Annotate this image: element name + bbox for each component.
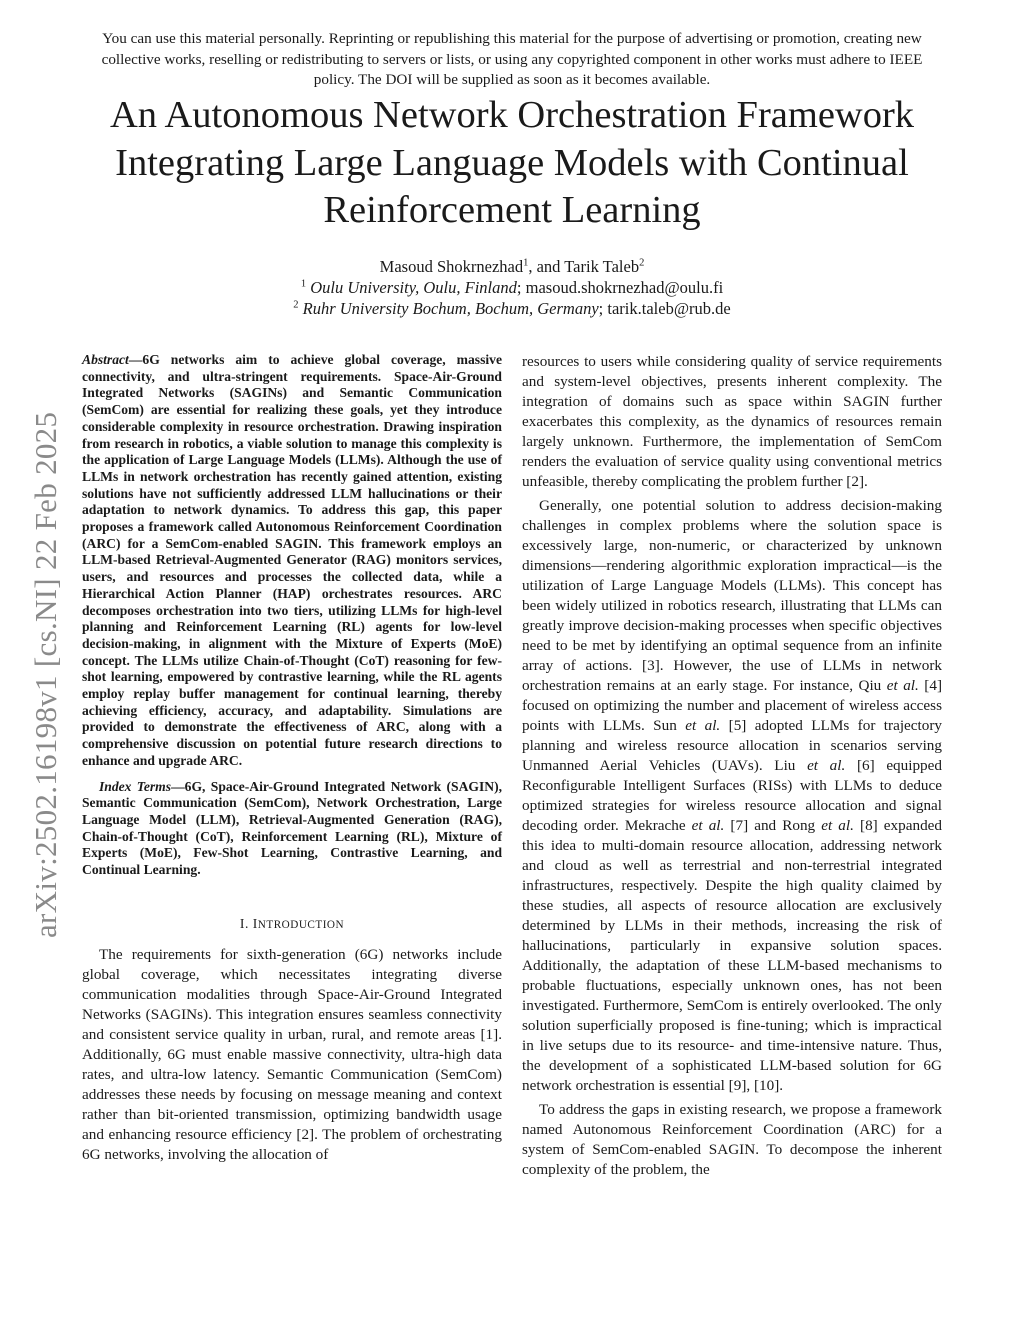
intro-paragraph-1: The requirements for sixth-generation (6G) networks include global coverage, which necessitates integrating diverse communication modalities through Space-Air-Ground Integrated Networks (SAGINs). This integration ensures seamless connectivity and consistent service quality in urban, rural, and remote areas [1]. Additionally, 6G must enable massive connectivity, ultra-high data rates, and ultra-low latency. Semantic Communication (SemCom) addresses these needs by focusing on message meaning and context rather than bit-oriented transmission, optimizing bandwidth usage and enhancing resource efficiency [2]. The problem of orchestrating 6G networks, involving the allocation of [82,945,502,1163]
abstract-label: Abstract [82,352,129,367]
affiliation-1-email[interactable]: masoud.shokrnezhad@oulu.fi [525,278,724,297]
citation-et-al: et al. [821,817,854,834]
intro-paragraph-3: To address the gaps in existing research, we propose a framework named Autonomous Reinforcement Coordination (ARC) for a system of SemCom-enabled SAGIN. To decompose the inherent complexity of the problem, the [522,1101,942,1178]
author-2-name: Tarik Taleb [564,257,640,276]
citation-et-al: et al. [807,757,846,774]
author-line [0,256,1024,277]
arxiv-identifier: arXiv:2502.16198v1 [cs.NI] 22 Feb 2025 [28,411,63,938]
author-joiner: , and [528,257,565,276]
paragraph-text: [4] focused on optimizing the number and placement of wireless access points with LLMs. Sun [522,677,942,734]
index-terms [82,779,502,879]
abstract [82,352,502,770]
citation-et-al: et al. [691,817,725,834]
affiliation-2-num: 2 [293,299,299,311]
section-numeral: I. [239,915,253,931]
copyright-notice: You can use this material personally. Reprinting or republishing this material for the purpose of advertising or promotion, creating new collective works, reselling or redistributing to servers or lists, or using any copyrighted component in other works must adhere to IEEE policy. The DOI will be supplied as soon as it becomes available. [101,30,923,88]
affiliation-1-place: Oulu University, Oulu, Finland [310,278,517,297]
intro-paragraph-1-continued: resources to users while considering quality of service requirements and system-level objectives, presents inherent complexity. The integration of domains such as space within SAGIN further exacerbates this complexity, as the dynamics of resources remain largely unknown. Furthermore, the implementation of SemCom renders the evaluation of service quality using conventional metrics unfeasible, thereby complicating the problem further [2]. [522,353,942,490]
affiliation-2-place: Ruhr University Bochum, Bochum, Germany [302,299,599,318]
paragraph-text: [6] equipped Reconfigurable Intelligent Surfaces (RISs) with LLMs to deduce optimized strategies for wireless resource allocation and signal decoding order. Mekrache [522,757,942,834]
affiliation-1-num: 1 [300,278,307,290]
intro-paragraph-2 [522,496,942,1096]
author-1-name: Masoud Shokrnezhad [379,257,524,276]
paper-title: An Autonomous Network Orchestration Framework Integrating Large Language Models with Continual Reinforcement Learning [109,94,915,231]
paragraph-text: [7] and Rong [724,817,822,834]
paragraph-text: [5] adopted LLMs for trajectory planning and wireless resource allocation in scenarios serving Unmanned Aerial Vehicles (UAVs). Liu [522,717,942,774]
index-terms-label: Index Terms [99,778,172,794]
section-title-rest: NTRODUCTION [257,918,345,931]
author-1-sup: 1 [523,257,529,269]
section-title-initial: I [252,915,258,931]
citation-et-al: et al. [685,717,721,734]
paragraph-text: [8] expanded this idea to multi-domain resource allocation, addressing network and cloud as well as terrestrial and non-terrestrial integrated infrastructures, respectively. Despite the high quality claimed by these studies, all aspects of resource allocation are exclusively determined by LLMs in their methods, increasing the risk of hallucinations, particularly in expansive solution spaces. Additionally, the adaptation of these LLM-based mechanisms to probable fluctuations, especially unknown ones, has not been investigated. Furthermore, SemCom is entirely overlooked. The only solution superficially proposed is fine-tuning; which is impractical in live setups due to its resource- and time-intensive nature. Thus, the development of a sophisticated LLM-based solution for 6G network orchestration is essential [9], [10]. [522,817,943,1094]
affiliation-2: $^2$ Ruhr University Bochum, Bochum, Germany; tarik.taleb@rub.de [293,299,731,318]
affiliation-2-email[interactable]: tarik.taleb@rub.de [607,299,731,318]
left-column [82,352,502,1165]
index-terms-text: —6G, Space-Air-Ground Integrated Network (SAGIN), Semantic Communication (SemCom), Network Orchestration, Large Language Model (LLM), Retrieval-Augmented Generation (RAG), Chain-of-Thought (CoT), Reinforcement Learning (RL), Mixture of Experts (MoE), Few-Shot Learning, Contrastive Learning, and Continual Learning. [82,778,502,878]
affiliation-1: $^1$ Oulu University, Oulu, Finland; masoud.shokrnezhad@oulu.fi [300,278,724,297]
author-2-sup: 2 [639,257,645,269]
citation-et-al: et al. [886,677,919,694]
paragraph-text: Generally, one potential solution to address decision-making challenges in complex problems where the solution space is excessively large, non-numeric, or characterized by unknown dimensions—rendering algorithmic exploration impractical—is the utilization of Large Language Models (LLMs). This concept has been widely utilized in robotics research, illustrating that LLMs can greatly improve decision-making processes when specific objectives need to be met by identifying an optimal sequence from an infinite array of actions. [3]. However, the use of LLMs in network orchestration remains at an early stage. For instance, Qiu [522,497,942,694]
abstract-text: —6G networks aim to achieve global coverage, massive connectivity, and ultra-stringent requirements. Space-Air-Ground Integrated Networks (SAGINs) and Semantic Communication (SemCom) are essential for realizing these goals, yet they introduce considerable complexity in resource orchestration. Drawing inspiration from research in robotics, a viable solution to manage this complexity is the application of Large Language Models (LLMs). Although the use of LLMs in network orchestration has recently gained attention, existing solutions have not sufficiently addressed LLM hallucinations or their adaptation to network dynamics. To address this gap, this paper proposes a framework called Autonomous Reinforcement Coordination (ARC) for a SemCom-enabled SAGIN. This framework employs an LLM-based Retrieval-Augmented Generator (RAG) monitors services, users, and resources and processes the collected data, while a Hierarchical Action Planner (HAP) orchestrates resources. ARC decomposes orchestration into two tiers, utilizing LLMs for high-level planning and Reinforcement Learning (RL) agents for low-level decision-making, in alignment with the Mixture of Experts (MoE) concept. The LLMs utilize Chain-of-Thought (CoT) reasoning for few-shot learning, empowered by contrastive learning, while the RL agents employ replay buffer management for continual learning, thereby achieving efficiency, accuracy, and adaptability. Simulations are provided to demonstrate the effectiveness of ARC, along with a comprehensive discussion on potential future research directions to enhance and upgrade ARC. [82,352,502,768]
section-heading-introduction [82,916,502,932]
right-column [522,352,942,1180]
